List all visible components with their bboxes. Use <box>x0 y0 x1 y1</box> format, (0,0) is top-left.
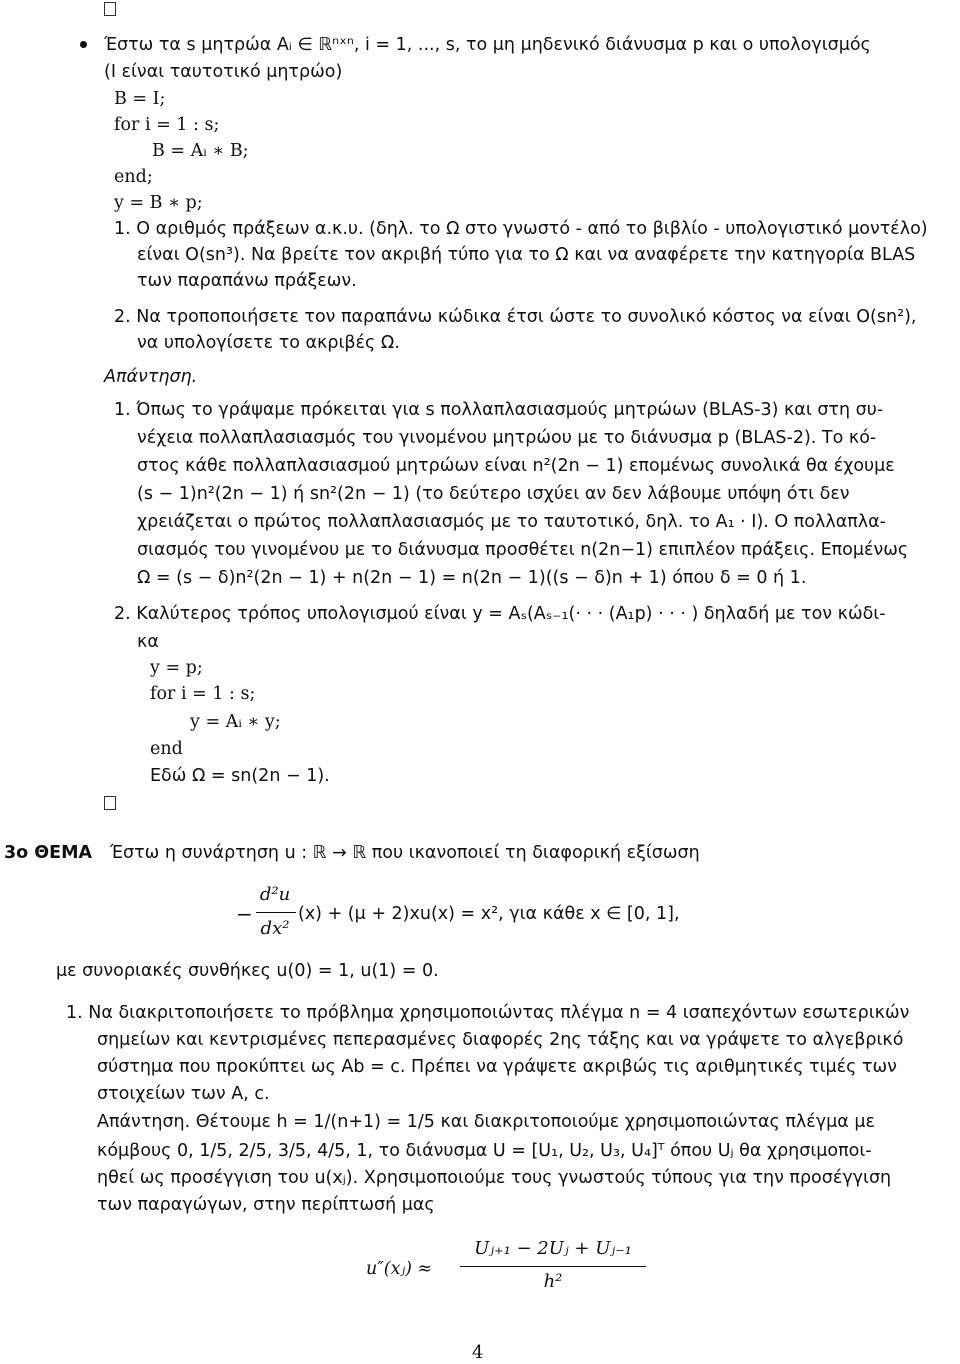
problem3-answer-line: Απάντηση. Θέτουμε h = 1/(n+1) = 1/5 και διακριτοποιούμε χρησιμοποιώντας πλέγμα με <box>97 1112 875 1132</box>
boundary-conditions: με συνοριακές συνθήκες u(0) = 1, u(1) = 0. <box>56 961 439 981</box>
code-line: y = B ∗ p; <box>114 193 203 213</box>
question-1-line1: 1. Ο αριθμός πράξεων α.κ.υ. (δηλ. το Ω στο γνωστό - από το βιβλίο - υπολογιστικό μοντέλο) <box>114 219 928 239</box>
problem3-question-line: σύστημα που προκύπτει ως Ab = c. Πρέπει να γράψετε ακριβώς τις αριθμητικές τιμές των <box>97 1057 897 1077</box>
answer-1-line: χρειάζεται ο πρώτος πολλαπλασιασμός με το ταυτοτικό, δηλ. το A₁ · I). Ο πολλαπλα- <box>137 512 886 532</box>
answer-1-line: 1. Όπως το γράψαμε πρόκειται για s πολλαπλασιασμούς μητρώων (BLAS-3) και στη συ- <box>114 400 884 420</box>
problem3-answer-line: κόμβους 0, 1/5, 2/5, 3/5, 4/5, 1, το διάνυσμα U = [U₁, U₂, U₃, U₄]ᵀ όπου Uⱼ θα χρησιμοποι- <box>97 1141 872 1161</box>
answer-1-line: νέχεια πολλαπλασιασμός του γινομένου μητρώου με το διάνυσμα p (BLAS-2). Το κό- <box>137 428 877 448</box>
answer-2-line2: κα <box>137 632 159 652</box>
equation-denominator: dx² <box>260 918 290 939</box>
question-1-line3: των παραπάνω πράξεων. <box>137 271 357 291</box>
code2-line: y = Aᵢ ∗ y; <box>190 712 281 732</box>
problem2-intro-line2: (I είναι ταυτοτικό μητρώο) <box>104 62 343 82</box>
equation-numerator: d²u <box>259 884 291 905</box>
missing-glyph-icon <box>104 2 116 16</box>
finite-difference-fraction-bar <box>460 1266 646 1267</box>
bullet-icon <box>80 41 87 48</box>
code2-line: y = p; <box>150 658 203 678</box>
equation-minus: − <box>236 902 253 926</box>
finite-difference-denominator: h² <box>543 1271 563 1292</box>
answer-label: Απάντηση. <box>104 367 198 387</box>
equation-fraction-bar <box>256 912 296 913</box>
answer-2-line1: 2. Καλύτερος τρόπος υπολογισμού είναι y = Aₛ(Aₛ₋₁(· · · (A₁p) · · · ) δηλαδή με τον κώδι- <box>114 604 886 624</box>
answer-1-line: Ω = (s − δ)n²(2n − 1) + n(2n − 1) = n(2n − 1)((s − δ)n + 1) όπου δ = 0 ή 1. <box>137 568 807 588</box>
answer-1-line: (s − 1)n²(2n − 1) ή sn²(2n − 1) (το δεύτερο ισχύει αν δεν λάβουμε υπόψη ότι δεν <box>137 484 850 504</box>
code2-line: Εδώ Ω = sn(2n − 1). <box>150 766 330 786</box>
problem3-heading: 3ο ΘΕΜΑ <box>4 843 93 863</box>
code-line: for i = 1 : s; <box>114 115 220 135</box>
equation-rest: (x) + (μ + 2)xu(x) = x², για κάθε x ∈ [0, 1], <box>298 904 680 924</box>
code2-line: end <box>150 739 183 759</box>
missing-glyph-icon <box>104 796 116 810</box>
page-number: 4 <box>472 1342 484 1363</box>
problem3-answer-line: των παραγώγων, στην περίπτωσή μας <box>97 1195 435 1215</box>
code-line: B = I; <box>114 89 166 109</box>
code-line: end; <box>114 167 153 187</box>
problem3-answer-line: ηθεί ως προσέγγιση του u(xⱼ). Χρησιμοποιούμε τους γνωστούς τύπους για την προσέγγιση <box>97 1168 892 1188</box>
code2-line: for i = 1 : s; <box>150 684 256 704</box>
code-line: B = Aᵢ ∗ B; <box>152 141 249 161</box>
problem3-intro: Έστω η συνάρτηση u : ℝ → ℝ που ικανοποιεί τη διαφορική εξίσωση <box>110 843 700 863</box>
question-1-line2: είναι O(sn³). Να βρείτε τον ακριβή τύπο για το Ω και να αναφέρετε την κατηγορία BLAS <box>137 245 916 265</box>
answer-1-line: στος κάθε πολλαπλασιασμού μητρώων είναι n²(2n − 1) επομένως συνολικά θα έχουμε <box>137 456 895 476</box>
question-2-line1: 2. Να τροποποιήσετε τον παραπάνω κώδικα έτσι ώστε το συνολικό κόστος να είναι O(sn²), <box>114 307 917 327</box>
answer-1-line: σιασμός του γινομένου με το διάνυσμα προσθέτει n(2n−1) επιπλέον πράξεις. Επομένως <box>137 540 909 560</box>
finite-difference-lhs: u″(xⱼ) ≈ <box>366 1259 433 1279</box>
problem2-intro-line1: Έστω τα s μητρώα Aᵢ ∈ ℝⁿˣⁿ, i = 1, ..., s, το μη μηδενικό διάνυσμα p και ο υπολογισμός <box>104 35 871 55</box>
problem3-question-line: 1. Να διακριτοποιήσετε το πρόβλημα χρησιμοποιώντας πλέγμα n = 4 ισαπεχόντων εσωτερικών <box>66 1003 910 1023</box>
question-2-line2: να υπολογίσετε το ακριβές Ω. <box>137 333 400 353</box>
finite-difference-numerator: Uⱼ₊₁ − 2Uⱼ + Uⱼ₋₁ <box>474 1238 632 1259</box>
problem3-question-line: σημείων και κεντρισμένες πεπερασμένες διαφορές 2ης τάξης και να γράψετε το αλγεβρικό <box>97 1030 904 1050</box>
problem3-question-line: στοιχείων των A, c. <box>97 1084 270 1104</box>
